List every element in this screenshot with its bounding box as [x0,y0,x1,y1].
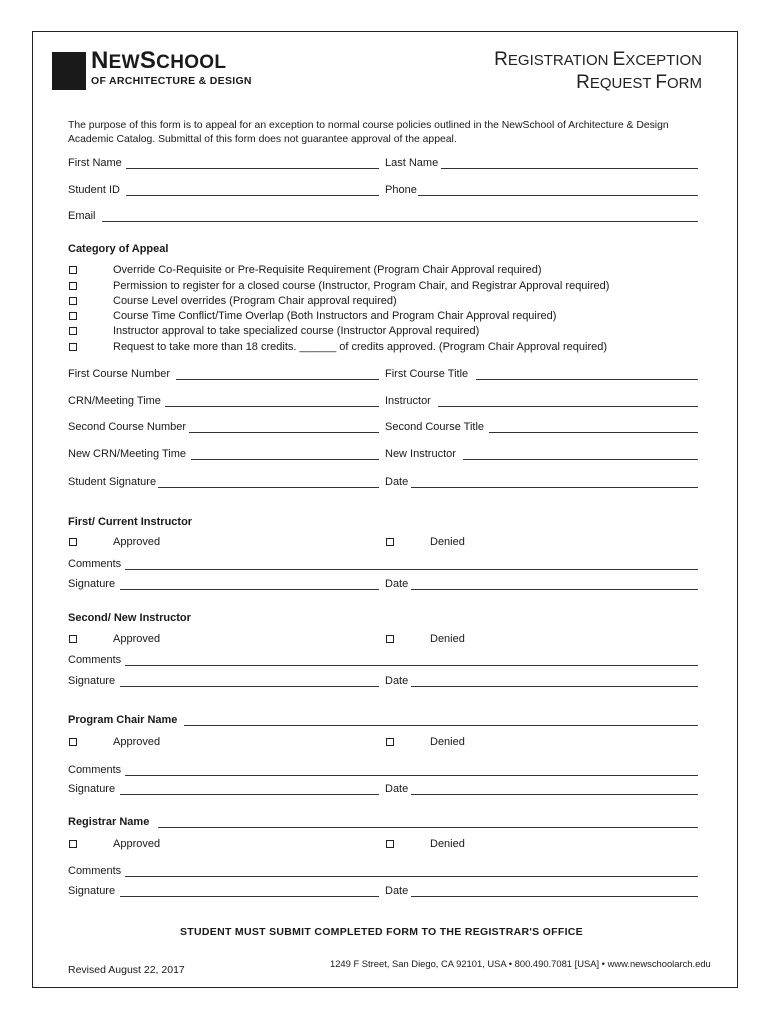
category-item: Permission to register for a closed course (Instructor, Program Chair, and Registrar Approval required) [113,280,610,292]
approved-checkbox[interactable] [69,635,77,643]
second-course-number-label: Second Course Number [68,421,187,433]
signature-label: Signature [68,675,116,687]
date-label: Date [385,675,409,687]
category-item: Instructor approval to take specialized course (Instructor Approval required) [113,325,480,337]
denied-label: Denied [430,736,465,748]
category-item: Override Co-Requisite or Pre-Requisite Requirement (Program Chair Approval required) [113,264,542,276]
first-instructor-heading: First/ Current Instructor [68,516,193,528]
student-id-label: Student ID [68,184,120,196]
last-name-label: Last Name [385,157,439,169]
approved-label: Approved [113,633,161,645]
email-field[interactable] [102,221,698,222]
comments-field[interactable] [125,569,698,570]
second-course-title-field[interactable] [489,432,698,433]
category-checkbox[interactable] [69,327,77,335]
denied-checkbox[interactable] [386,840,394,848]
approved-checkbox[interactable] [69,840,77,848]
comments-field[interactable] [125,665,698,666]
date-label: Date [385,885,409,897]
new-crn-meeting-time-field[interactable] [191,459,379,460]
comments-field[interactable] [125,775,698,776]
signature-field[interactable] [120,589,379,590]
first-course-title-field[interactable] [476,379,698,380]
registrar-name-field[interactable] [158,827,698,828]
first-name-label: First Name [68,157,122,169]
second-course-number-field[interactable] [189,432,379,433]
category-item: Request to take more than 18 credits. ______ of credits approved. (Program Chair Approval required) [113,341,608,353]
school-address: 1249 F Street, San Diego, CA 92101, USA • 800.490.7081 [USA] • www.newschoolarch.edu [330,958,711,969]
student-date-label: Date [385,476,409,488]
phone-field[interactable] [418,195,698,196]
category-checkbox[interactable] [69,266,77,274]
approved-label: Approved [113,736,161,748]
comments-field[interactable] [125,876,698,877]
program-chair-heading: Program Chair Name [68,714,178,726]
denied-checkbox[interactable] [386,635,394,643]
first-course-number-field[interactable] [176,379,379,380]
phone-label: Phone [385,184,417,196]
program-chair-name-field[interactable] [184,725,698,726]
student-id-field[interactable] [126,195,379,196]
second-course-title-label: Second Course Title [385,421,485,433]
denied-checkbox[interactable] [386,538,394,546]
first-course-title-label: First Course Title [385,368,469,380]
new-instructor-field[interactable] [463,459,698,460]
category-checkbox[interactable] [69,297,77,305]
signature-field[interactable] [120,896,379,897]
approved-checkbox[interactable] [69,738,77,746]
date-label: Date [385,783,409,795]
date-field[interactable] [411,686,698,687]
signature-field[interactable] [120,794,379,795]
revised-date: Revised August 22, 2017 [68,964,185,976]
comments-label: Comments [68,654,122,666]
student-signature-label: Student Signature [68,476,157,488]
instructor-label: Instructor [385,395,431,407]
intro-paragraph: The purpose of this form is to appeal for an exception to normal course policies outlined in the NewSchool of Architecture & Design Academic Catalog. Submittal of this form does not guarantee approval of the appeal. [68,120,669,145]
instructor-field[interactable] [438,406,698,407]
category-checkbox[interactable] [69,312,77,320]
date-field[interactable] [411,896,698,897]
denied-label: Denied [430,536,465,548]
category-item: Course Level overrides (Program Chair approval required) [113,295,397,307]
category-checkbox[interactable] [69,282,77,290]
crn-meeting-time-field[interactable] [165,406,379,407]
logo-wordmark: NEWSCHOOL [91,47,227,74]
date-field[interactable] [411,794,698,795]
comments-label: Comments [68,865,122,877]
crn-meeting-time-label: CRN/Meeting Time [68,395,161,407]
signature-label: Signature [68,783,116,795]
date-field[interactable] [411,589,698,590]
signature-label: Signature [68,885,116,897]
student-signature-field[interactable] [158,487,379,488]
submit-instruction: STUDENT MUST SUBMIT COMPLETED FORM TO THE REGISTRAR'S OFFICE [180,926,583,938]
signature-label: Signature [68,578,116,590]
date-label: Date [385,578,409,590]
first-course-number-label: First Course Number [68,368,171,380]
denied-checkbox[interactable] [386,738,394,746]
first-name-field[interactable] [126,168,379,169]
category-checkbox[interactable] [69,343,77,351]
new-crn-meeting-time-label: New CRN/Meeting Time [68,448,186,460]
comments-label: Comments [68,764,122,776]
category-item: Course Time Conflict/Time Overlap (Both Instructors and Program Chair Approval required) [113,310,557,322]
form-title-line2: REQUEST FORM [576,72,702,93]
new-instructor-label: New Instructor [385,448,456,460]
approved-label: Approved [113,838,161,850]
approved-checkbox[interactable] [69,538,77,546]
comments-label: Comments [68,558,122,570]
signature-field[interactable] [120,686,379,687]
form-title-line1: REGISTRATION EXCEPTION [494,49,702,70]
category-heading: Category of Appeal [68,243,169,255]
approved-label: Approved [113,536,161,548]
logo-mark [52,52,86,90]
registrar-heading: Registrar Name [68,816,150,828]
denied-label: Denied [430,838,465,850]
second-instructor-heading: Second/ New Instructor [68,612,191,624]
last-name-field[interactable] [441,168,698,169]
denied-label: Denied [430,633,465,645]
logo-subtitle: OF ARCHITECTURE & DESIGN [91,75,252,87]
student-date-field[interactable] [411,487,698,488]
email-label: Email [68,210,96,222]
